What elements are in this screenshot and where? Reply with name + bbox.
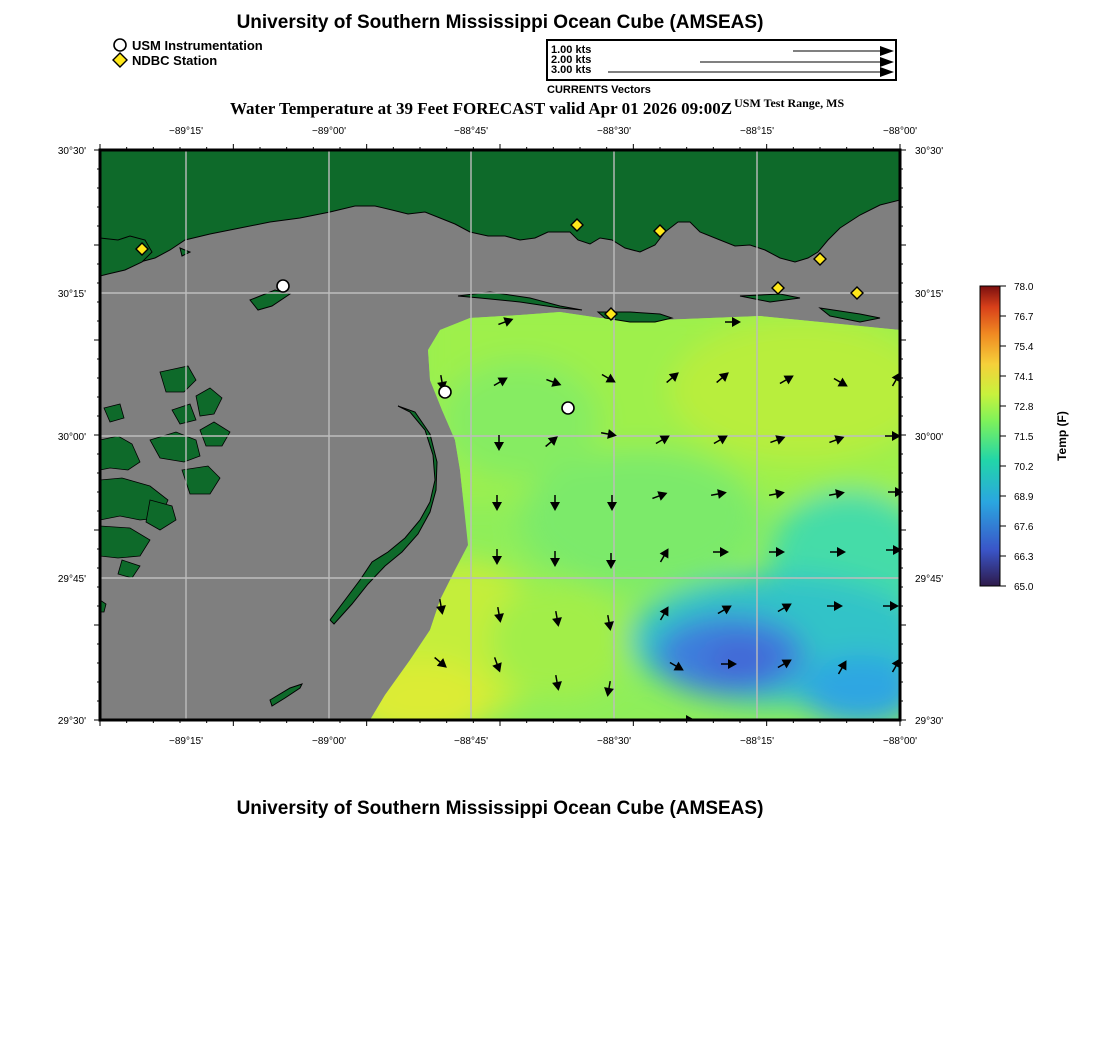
lat-tick-right: 30°15' xyxy=(915,289,944,300)
lon-tick-bottom: −88°15' xyxy=(740,736,774,747)
usm-instrument-marker xyxy=(439,386,451,398)
lon-tick-bottom: −88°45' xyxy=(454,736,488,747)
lon-tick-bottom: −89°00' xyxy=(312,736,346,747)
lat-tick-left: 30°00' xyxy=(57,432,86,443)
lat-tick-left: 30°15' xyxy=(57,289,86,300)
lat-tick-right: 29°30' xyxy=(915,716,944,727)
colorbar xyxy=(970,270,1080,600)
colorbar-tick-label: 65.0 xyxy=(1014,582,1034,593)
lon-tick-bottom: −89°15' xyxy=(169,736,203,747)
lon-tick-top: −89°15' xyxy=(169,126,203,137)
lat-tick-right: 29°45' xyxy=(915,574,944,585)
colorbar-tick-label: 76.7 xyxy=(1014,312,1034,323)
vector-label-1: 1.00 kts xyxy=(551,44,592,56)
lon-tick-top: −89°00' xyxy=(312,126,346,137)
lon-tick-bottom: −88°00' xyxy=(883,736,917,747)
colorbar-tick-label: 70.2 xyxy=(1014,462,1034,473)
colorbar-tick-label: 78.0 xyxy=(1014,282,1034,293)
lat-tick-right: 30°30' xyxy=(915,146,944,157)
colorbar-tick-label: 67.6 xyxy=(1014,522,1034,533)
colorbar-title: Temp (F) xyxy=(1055,411,1069,461)
colorbar-tick-label: 75.4 xyxy=(1014,342,1034,353)
range-label: USM Test Range, MS xyxy=(734,96,845,110)
lon-tick-top: −88°15' xyxy=(740,126,774,137)
colorbar-scale xyxy=(980,286,1000,586)
lon-tick-top: −88°00' xyxy=(883,126,917,137)
usm-instrument-marker xyxy=(562,402,574,414)
colorbar-tick-label: 72.8 xyxy=(1014,402,1034,413)
lon-tick-bottom: −88°30' xyxy=(597,736,631,747)
vectors-caption: CURRENTS Vectors xyxy=(547,84,651,96)
vector-label-2: 2.00 kts xyxy=(551,54,592,66)
vector-label-3: 3.00 kts xyxy=(551,64,592,76)
footer-title: University of Southern Mississippi Ocean Cube (AMSEAS) xyxy=(236,798,764,819)
subtitle-text: Water Temperature at 39 Feet FORECAST valid Apr 01 2026 09:00Z xyxy=(230,99,733,118)
usm-instrument-marker xyxy=(277,280,289,292)
lat-tick-left: 30°30' xyxy=(57,146,86,157)
colorbar-tick-label: 68.9 xyxy=(1014,492,1034,503)
page-title: University of Southern Mississippi Ocean Cube (AMSEAS) xyxy=(236,12,764,33)
lat-tick-left: 29°30' xyxy=(57,716,86,727)
legend-usm-label: USM Instrumentation xyxy=(132,37,263,53)
colorbar-tick-label: 71.5 xyxy=(1014,432,1034,443)
lat-tick-left: 29°45' xyxy=(57,574,86,585)
colorbar-tick-label: 66.3 xyxy=(1014,552,1034,563)
colorbar-tick-label: 74.1 xyxy=(1014,372,1034,383)
lat-tick-right: 30°00' xyxy=(915,432,944,443)
legend-ndbc-label: NDBC Station xyxy=(132,52,218,68)
colorbar-labels xyxy=(1014,282,1034,593)
lon-tick-top: −88°45' xyxy=(454,126,488,137)
lon-tick-top: −88°30' xyxy=(597,126,631,137)
